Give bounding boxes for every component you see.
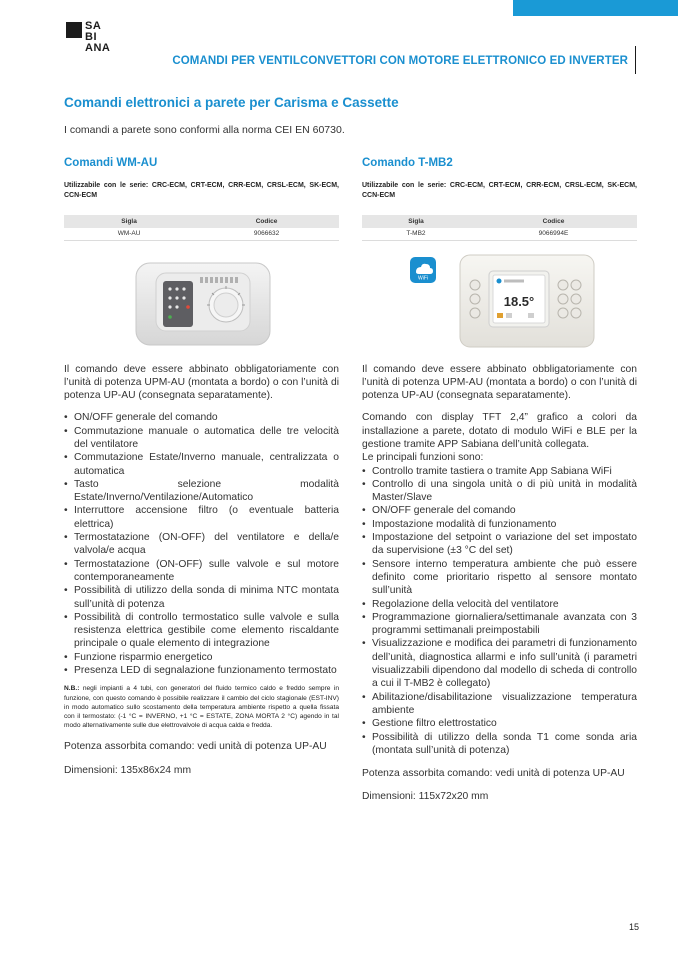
list-item: • Impostazione del setpoint o variazione del set impostato da supervisione (±3 °C del set) <box>362 531 637 558</box>
functions-intro: Le principali funzioni sono: <box>362 452 484 464</box>
device-image-wm-au <box>64 241 339 363</box>
feature-list <box>64 411 339 677</box>
note-text: negli impianti a 4 tubi, con generatori del fluido termico caldo e freddo sempre in funzione, con questo comando è possibile realizzare il cambio del ciclo stagionale (EST-INV) in modo automatico sullo scostamento della temperatura ambiente rispetto a quella fissata con il termostato: (-1 °C = INVERNO, +1 °C = ESTATE, ZONA MORTA 2 °C) agendo in tal modo alternativamente sulle due elettrovalvole di acqua calda e fredda. <box>64 685 339 730</box>
table-header: Sigla <box>64 215 194 228</box>
product-series: Utilizzabile con le serie: CRC-ECM, CRT-ECM, CRR-ECM, CRSL-ECM, SK-ECM, CCN-ECM <box>64 182 339 199</box>
product-column-t-mb2 <box>362 157 637 804</box>
page-number: 15 <box>629 922 640 932</box>
list-item: • ON/OFF generale del comando <box>64 411 339 424</box>
product-series: Utilizzabile con le serie: CRC-ECM, CRT-ECM, CRR-ECM, CRSL-ECM, SK-ECM, CCN-ECM <box>362 182 637 199</box>
list-item: • Regolazione della velocità del ventilatore <box>362 598 637 611</box>
product-description: Il comando deve essere abbinato obbligatoriamente con l’unità di potenza UPM-AU (montata a bordo) o con l’unità di potenza UP-AU (consegnata separatamente). <box>362 363 637 402</box>
logo-text: SA BI ANA <box>85 20 111 54</box>
list-item: • Controllo tramite tastiera o tramite App Sabiana WiFi <box>362 465 637 478</box>
list-item: • Possibilità di utilizzo della sonda di minima NTC montata sull’unità di potenza <box>64 584 339 611</box>
dimensions: Dimensioni: 135x86x24 mm <box>64 764 192 776</box>
device-image-t-mb2 <box>362 241 637 363</box>
product-title: Comandi WM-AU <box>64 157 158 169</box>
technical-note <box>64 684 339 730</box>
header-divider <box>635 46 636 74</box>
table-header: Codice <box>470 215 637 228</box>
table-cell: 9066632 <box>194 228 339 240</box>
list-item: • Abilitazione/disabilitazione visualizzazione temperatura ambiente <box>362 691 637 718</box>
spec-table <box>64 215 339 241</box>
wifi-badge <box>410 257 436 283</box>
logo-square <box>66 22 82 38</box>
section-intro: I comandi a parete sono conformi alla norma CEI EN 60730. <box>64 124 345 136</box>
power-consumption: Potenza assorbita comando: vedi unità di potenza UP-AU <box>362 768 625 780</box>
table-cell: T-MB2 <box>362 228 470 240</box>
feature-list <box>362 465 637 758</box>
list-item: • Impostazione modalità di funzionamento <box>362 518 637 531</box>
product-title: Comando T-MB2 <box>362 157 453 169</box>
header-title: COMANDI PER VENTILCONVETTORI CON MOTORE ELETTRONICO ED INVERTER <box>172 55 628 67</box>
product-description: Il comando deve essere abbinato obbligatoriamente con l’unità di potenza UPM-AU (montata a bordo) o con l’unità di potenza UP-AU (consegnata separatamente). <box>64 363 339 402</box>
list-item: • Tasto selezione modalità Estate/Inverno/Ventilazione/Automatico <box>64 478 339 505</box>
list-item: • ON/OFF generale del comando <box>362 504 637 517</box>
list-item: • Visualizzazione e modifica dei parametri di funzionamento dell’unità, diagnostica allarmi e info sull’unità (i parametri visualizzabili dipendono dal modello di scheda di controllo a cui il T-MB2 è collegato) <box>362 637 637 690</box>
top-accent-bar <box>513 0 678 16</box>
table-cell: 9066994E <box>470 228 637 240</box>
list-item: • Commutazione Estate/Inverno manuale, centralizzata o automatica <box>64 451 339 478</box>
spec-table <box>362 215 637 241</box>
display-temperature: 18.5° <box>503 293 535 309</box>
list-item: • Sensore interno temperatura ambiente che può essere definito come prioritario rispetto al sensore montato sull’unità <box>362 558 637 598</box>
table-header: Sigla <box>362 215 470 228</box>
dimensions: Dimensioni: 115x72x20 mm <box>362 791 489 803</box>
list-item: • Interruttore accensione filtro (o eventuale batteria elettrica) <box>64 504 339 531</box>
list-item: • Commutazione manuale o automatica delle tre velocità del ventilatore <box>64 425 339 452</box>
list-item: • Termostatazione (ON-OFF) del ventilatore e della/e valvola/e acqua <box>64 531 339 558</box>
wifi-badge-label: WiFi <box>418 275 428 281</box>
table-cell: WM-AU <box>64 228 194 240</box>
product-details: Comando con display TFT 2,4” grafico a colori da installazione a parete, dotato di modulo WiFi e BLE per la gestione tramite APP Sabiana dell’unità collegata. <box>362 412 637 450</box>
list-item: • Termostatazione (ON-OFF) sulle valvole e sul motore contemporaneamente <box>64 558 339 585</box>
list-item: • Possibilità di utilizzo della sonda T1 come sonda aria (montata sull’unità di potenza) <box>362 731 637 758</box>
list-item: • Programmazione giornaliera/settimanale avanzata con 3 programmi settimanali preimpostabili <box>362 611 637 638</box>
section-title: Comandi elettronici a parete per Carisma e Cassette <box>64 95 399 110</box>
list-item: • Funzione risparmio energetico <box>64 651 339 664</box>
table-header: Codice <box>194 215 339 228</box>
sabiana-logo <box>66 22 126 58</box>
product-column-wm-au <box>64 157 339 777</box>
list-item: • Gestione filtro elettrostatico <box>362 717 637 730</box>
list-item: • Possibilità di controllo termostatico sulle valvole e sulla resistenza elettrica gestibile come elemento riscaldante principale o quale elemento di integrazione <box>64 611 339 651</box>
note-label: N.B.: <box>64 685 80 693</box>
list-item: • Controllo di una singola unità o di più unità in modalità Master/Slave <box>362 478 637 505</box>
list-item: • Presenza LED di segnalazione funzionamento termostato <box>64 664 339 677</box>
power-consumption: Potenza assorbita comando: vedi unità di potenza UP-AU <box>64 741 327 753</box>
